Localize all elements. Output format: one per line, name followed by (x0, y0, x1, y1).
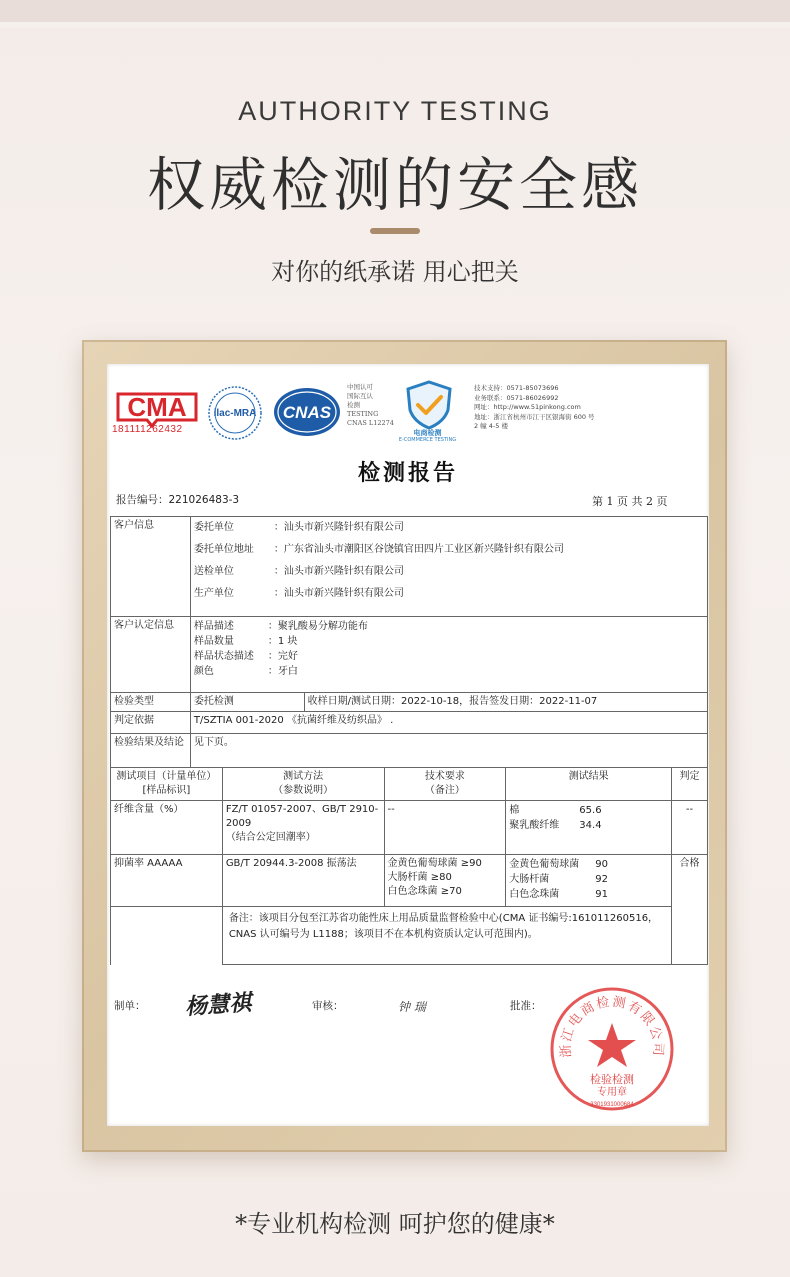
result-label: 白色念珠菌 (509, 889, 560, 900)
fiber-result-cell (506, 801, 672, 855)
ilac-mra-logo-icon (207, 385, 263, 441)
sample-row (194, 634, 704, 649)
header-req-sub: （备注） (424, 785, 465, 796)
customer-section-label: 客户信息 (111, 517, 191, 617)
field-value: ：完好 (267, 651, 298, 662)
field-value: ：广东省汕头市潮阳区谷饶镇官田四片工业区新兴隆针织有限公司 (273, 544, 564, 555)
cnas-info-line: 国际互认 (347, 392, 373, 400)
ilac-logo-text: ilac-MRA (213, 408, 257, 419)
customer-info-row (111, 517, 708, 617)
basis-label: 判定依据 (111, 712, 191, 734)
fiber-method-cell (222, 801, 384, 855)
review-signature: 钟 瑞 (398, 1000, 426, 1014)
antibac-row (111, 855, 708, 907)
conclusion-label: 检验结果及结论 (111, 734, 191, 768)
cnas-info-line: TESTING (347, 410, 379, 418)
result-label: 聚乳酸纤维 (509, 820, 560, 831)
top-band-edge (0, 22, 790, 28)
seal-serial: 3301931000684 (590, 1102, 634, 1108)
fiber-method: FZ/T 01057-2007、GB/T 2910-2009 (225, 804, 379, 829)
results-header-row (111, 768, 708, 801)
sample-sub-table (194, 619, 704, 679)
conclusion-row (111, 734, 708, 768)
antibac-req: 白色念珠菌 ≥70 (387, 886, 462, 897)
review-label: 审核： (312, 1000, 344, 1012)
note-text: 备注：该项目分包至江苏省功能性床上用品质量监督检验中心(CMA 证书编号:161011260516，CNAS 认可编号为 L1188；该项目不在本机构资质认定认可范围内)。 (222, 907, 671, 965)
antibac-result-line (509, 887, 668, 902)
fiber-result-table (509, 803, 668, 833)
customer-row (194, 539, 704, 561)
antibac-result-table (509, 857, 668, 902)
fiber-result-line (509, 818, 668, 833)
field-label: 样品数量 (193, 636, 234, 647)
report-table (110, 516, 708, 965)
seal-center-text-2: 专用章 (597, 1087, 627, 1098)
maker-label: 制单： (114, 1000, 146, 1012)
field-value: ：汕头市新兴隆针织有限公司 (273, 522, 404, 533)
contact-line: 技术支持：0571-85073696 (474, 384, 559, 392)
inspection-type-value: 委托检测 (190, 693, 304, 712)
result-value: 65.6 (579, 805, 602, 816)
approve-label: 批准： (510, 1000, 542, 1012)
antibac-result-cell (506, 855, 672, 907)
report-number: 报告编号：221026483-3 (116, 494, 240, 506)
fiber-judge: -- (671, 801, 707, 855)
sample-row (194, 619, 704, 634)
cma-logo-text: CMA (127, 392, 187, 422)
footer-tagline: *专业机构检测 呵护您的健康* (235, 1210, 555, 1238)
field-value: ：1 块 (267, 636, 298, 647)
top-band (0, 0, 790, 22)
header-judge: 判定 (671, 768, 707, 801)
antibac-method: GB/T 20944.3-2008 振荡法 (222, 855, 384, 907)
result-value: 92 (595, 874, 609, 885)
chinese-title: 权威检测的安全感 (146, 151, 643, 219)
ecom-sublabel: E-COMMERCE TESTING (398, 437, 457, 443)
sample-section-label: 客户认定信息 (111, 617, 191, 693)
cnas-logo-text: CNAS (282, 403, 332, 422)
contact-line: 业务联系：0571-86026992 (474, 393, 559, 402)
antibac-result-line (509, 857, 668, 872)
accent-bar (370, 228, 420, 234)
inspection-dates: 收样日期/测试日期：2022-10-18，报告签发日期：2022-11-07 (304, 693, 707, 712)
cnas-info-line: 中国认可 (347, 383, 373, 391)
subtitle: 对你的纸承诺 用心把关 (271, 258, 519, 286)
sample-info-row (111, 617, 708, 693)
fiber-method-note: （结合公定回潮率） (225, 832, 316, 843)
customer-info-cell (190, 517, 707, 617)
header-item-sub: [样品标识] (142, 785, 191, 796)
header-method: 测试方法 (283, 771, 324, 782)
header-req-cell (384, 768, 506, 801)
customer-row (194, 517, 704, 539)
header-item: 测试项目（计量单位） (116, 771, 217, 782)
customer-row (194, 561, 704, 583)
customer-sub-table (194, 517, 704, 605)
field-label: 样品状态描述 (193, 651, 254, 662)
basis-row (111, 712, 708, 734)
antibac-req: 金黄色葡萄球菌 ≥90 (387, 858, 482, 869)
contact-line: 2 幢 4-5 楼 (474, 422, 508, 430)
official-seal-icon (548, 985, 676, 1113)
contact-line: 网址：http://www.51pinkong.com (474, 403, 581, 411)
cnas-info (347, 383, 394, 428)
header-req: 技术要求 (424, 771, 465, 782)
ecom-label: 电商检测 (413, 429, 442, 437)
field-label: 委托单位地址 (193, 544, 254, 555)
inspection-type-row (111, 693, 708, 712)
antibac-req: 大肠杆菌 ≥80 (387, 872, 452, 883)
field-label: 样品描述 (193, 621, 234, 632)
result-label: 棉 (509, 805, 520, 816)
header-method-cell (222, 768, 384, 801)
english-title: AUTHORITY TESTING (238, 96, 552, 126)
antibac-result-line (509, 872, 668, 887)
sample-row (194, 664, 704, 679)
result-label: 大肠杆菌 (509, 874, 550, 885)
seal-center-text: 检验检测 (590, 1073, 634, 1086)
field-value: ：汕头市新兴隆针织有限公司 (273, 566, 404, 577)
sample-row (194, 649, 704, 664)
antibac-req-cell (384, 855, 506, 907)
field-value: ：牙白 (267, 666, 298, 677)
antibac-judge: 合格 (671, 855, 707, 965)
conclusion-value: 见下页。 (190, 734, 707, 768)
header-method-sub: （参数说明） (273, 785, 334, 796)
field-value: ：汕头市新兴隆针织有限公司 (273, 588, 404, 599)
field-label: 送检单位 (193, 566, 234, 577)
header-result: 测试结果 (506, 768, 672, 801)
header-item-cell (111, 768, 223, 801)
note-spacer (111, 907, 223, 965)
note-row (111, 907, 708, 965)
antibac-item: 抑菌率 AAAAA (111, 855, 223, 907)
inspection-type-label: 检验类型 (111, 693, 191, 712)
fiber-result-line (509, 803, 668, 818)
result-value: 91 (595, 889, 609, 900)
page-indicator: 第 1 页 共 2 页 (592, 495, 668, 508)
field-label: 颜色 (193, 666, 214, 677)
cma-number: 181111262432 (112, 424, 183, 435)
field-label: 委托单位 (193, 522, 234, 533)
cnas-info-line: CNAS L12274 (347, 419, 394, 427)
field-label: 生产单位 (193, 588, 234, 599)
sample-info-cell (190, 617, 707, 693)
fiber-item: 纤维含量（%） (111, 801, 223, 855)
basis-value: T/SZTIA 001-2020 《抗菌纤维及纺织品》 . (190, 712, 707, 734)
maker-signature: 杨慧祺 (184, 989, 252, 1021)
contact-line: 地址：浙江省杭州市江干区银海街 600 号 (474, 412, 595, 421)
report-title: 检测报告 (357, 460, 458, 486)
cnas-logo-icon (272, 386, 342, 438)
customer-row (194, 583, 704, 605)
result-value: 34.4 (579, 820, 602, 831)
fiber-row (111, 801, 708, 855)
field-value: ：聚乳酸易分解功能布 (267, 621, 368, 632)
result-label: 金黄色葡萄球菌 (509, 859, 580, 870)
result-value: 90 (595, 859, 609, 870)
fiber-req: -- (384, 801, 506, 855)
seal-ring-text: 浙江电商检测有限公司 (558, 994, 666, 1058)
contact-info (474, 384, 595, 432)
cnas-info-line: 检测 (347, 401, 360, 409)
